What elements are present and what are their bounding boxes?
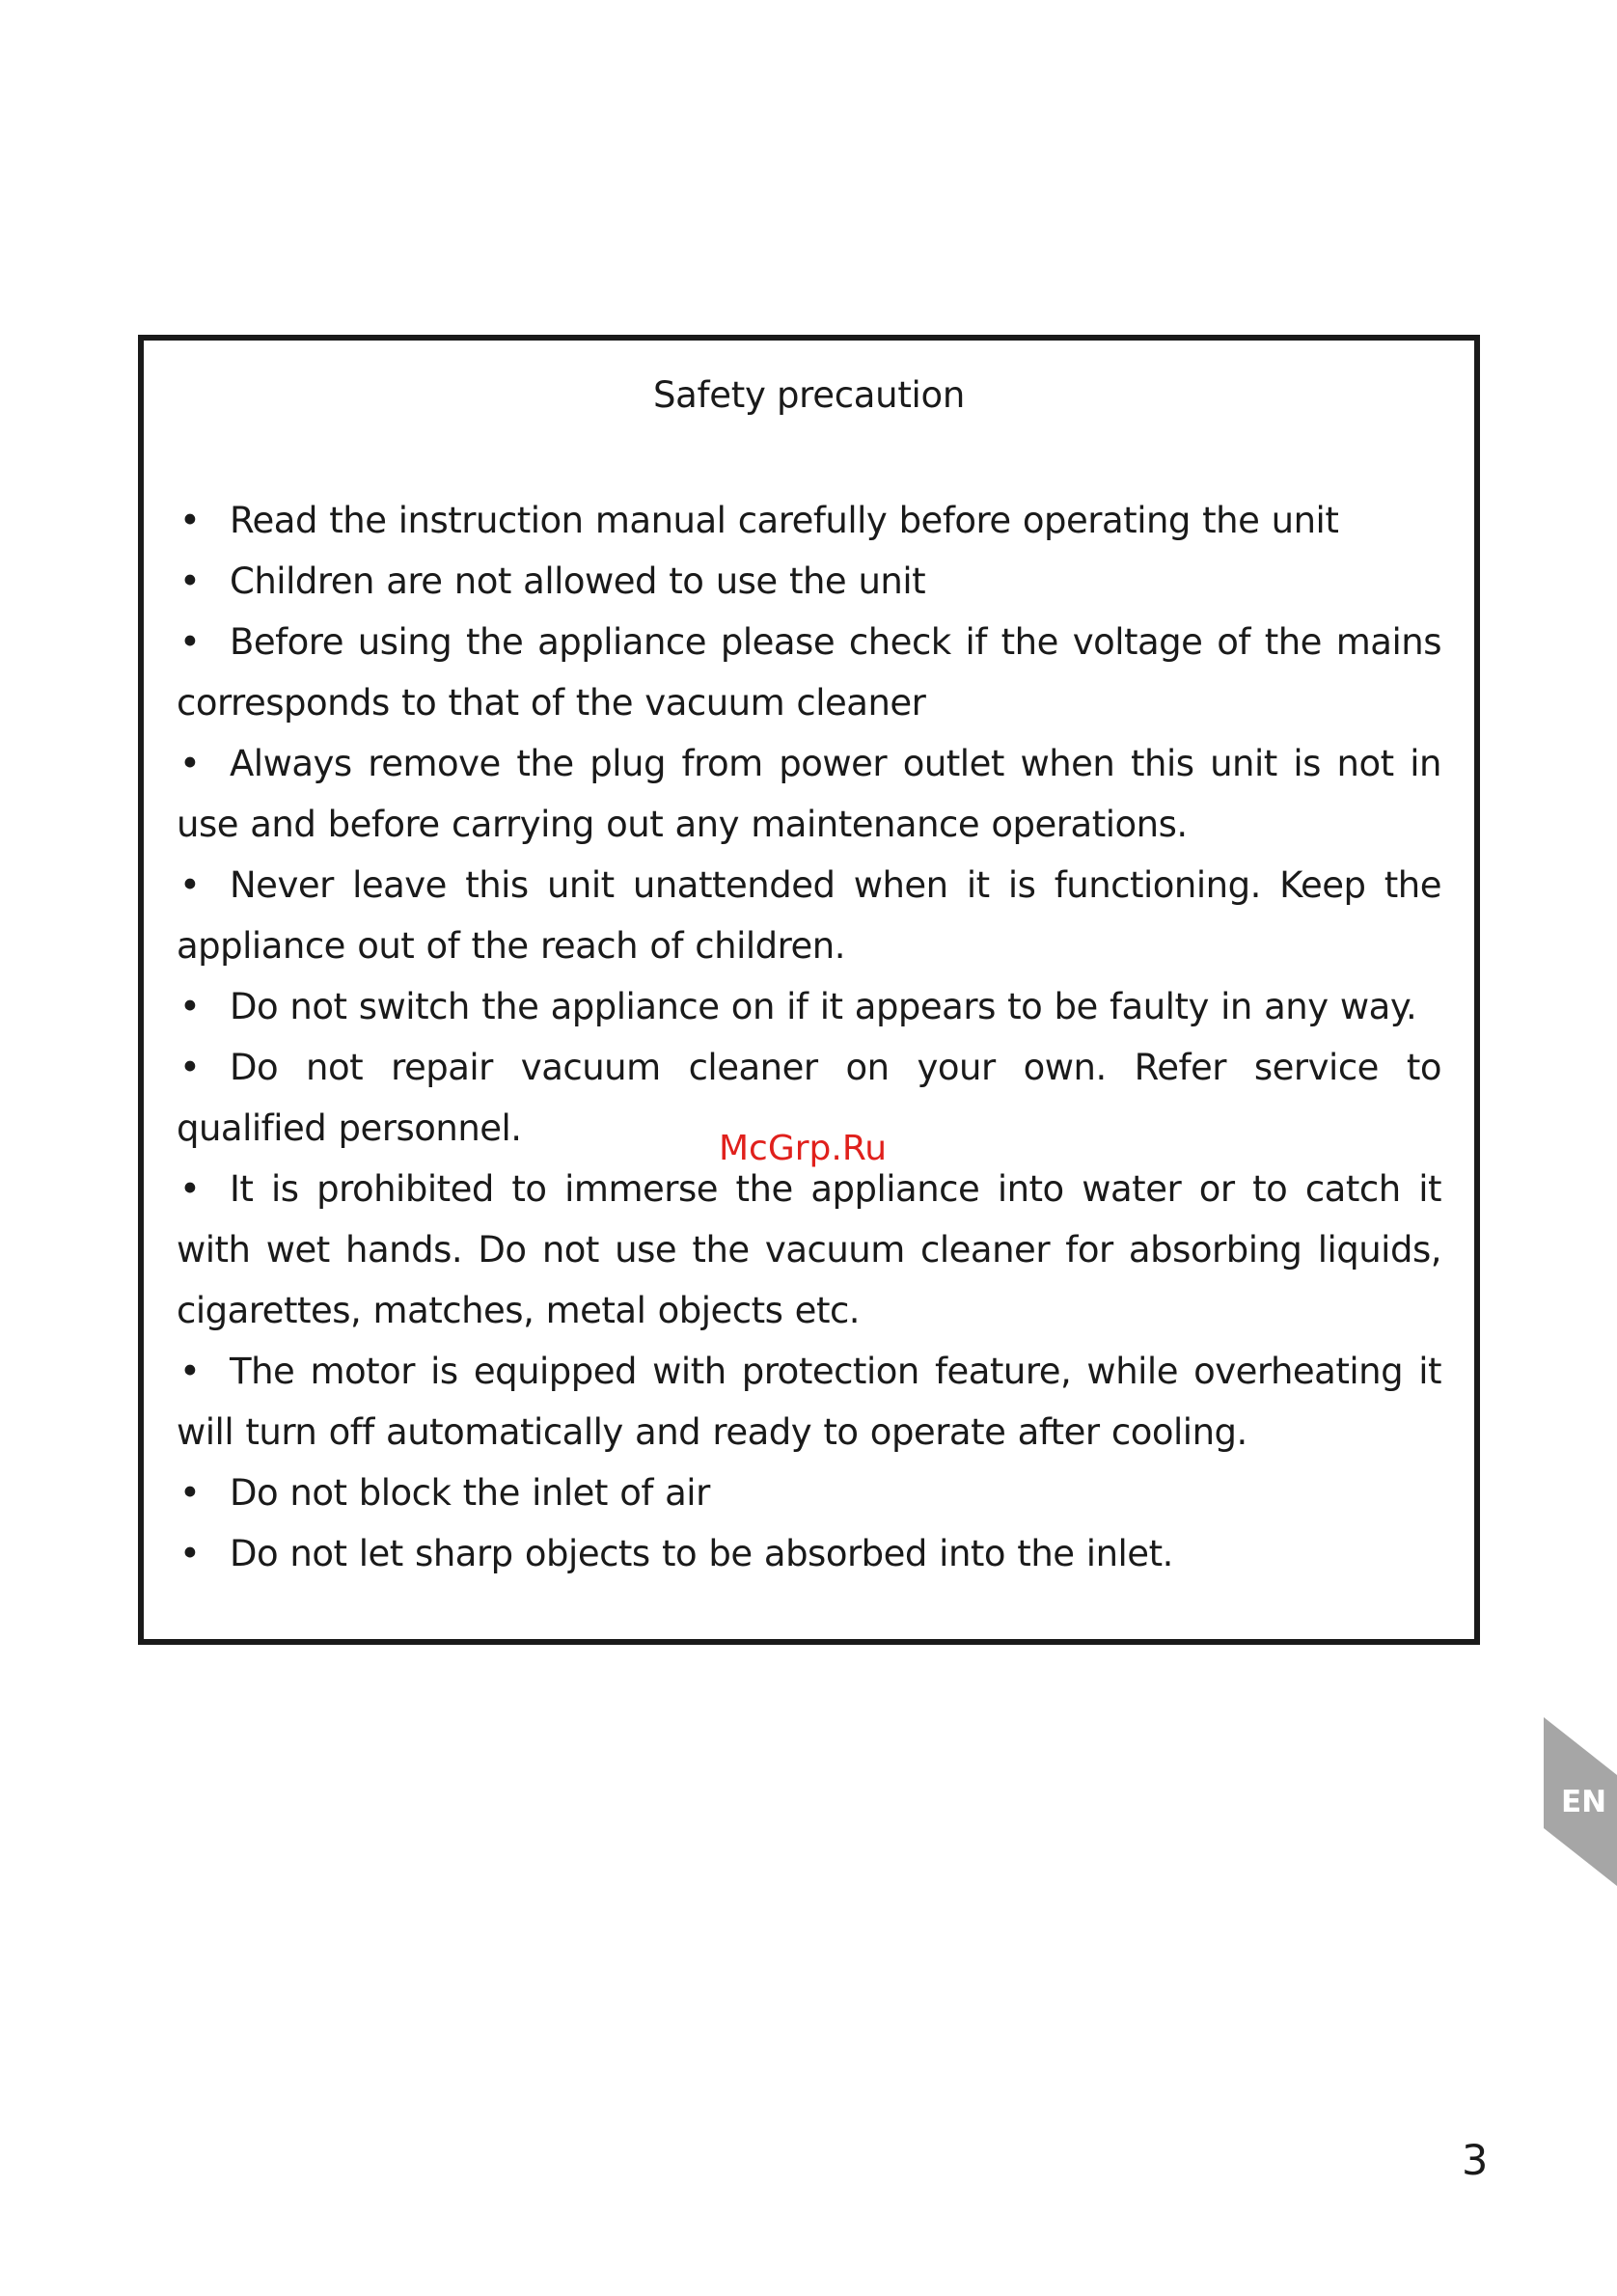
bullet: • (179, 1351, 201, 1392)
list-item (177, 1523, 1441, 1584)
list-item (177, 976, 1441, 1037)
list-item-text: Read the instruction manual carefully before operating the unit (230, 500, 1339, 541)
list-item-text: The motor is equipped with protection feature, while overheating it will turn off automatically and ready to operate after cooling. (177, 1351, 1441, 1453)
page-number: 3 (1462, 2137, 1489, 2185)
language-label: EN (1561, 1785, 1607, 1819)
bullet: • (179, 986, 201, 1027)
bullet: • (179, 560, 201, 602)
list-item-text: Children are not allowed to use the unit (230, 560, 926, 602)
list-item-text: Do not block the inlet of air (230, 1472, 710, 1514)
list-item-text: It is prohibited to immerse the appliance into water or to catch it with wet hands. Do not use the vacuum cleaner for absorbing liquids, cigarettes, matches, metal objects etc. (177, 1168, 1441, 1331)
bullet: • (179, 1168, 201, 1210)
list-item-text: Do not switch the appliance on if it appears to be faulty in any way. (230, 986, 1417, 1027)
list-item-text: Always remove the plug from power outlet when this unit is not in use and before carrying out any maintenance operations. (177, 743, 1441, 845)
bullet: • (179, 621, 201, 663)
list-item (177, 551, 1441, 612)
bullet: • (179, 743, 201, 784)
bullet: • (179, 864, 201, 906)
list-item-text: Before using the appliance please check if the voltage of the mains corresponds to that of the vacuum cleaner (177, 621, 1441, 724)
list-item (177, 1341, 1441, 1462)
list-item (177, 1462, 1441, 1523)
bullet: • (179, 1472, 201, 1514)
section-title: Safety precaution (652, 374, 965, 416)
list-item (177, 855, 1441, 976)
safety-precaution-box (138, 335, 1480, 1645)
list-item (177, 490, 1441, 551)
list-item (177, 733, 1441, 855)
safety-list (177, 490, 1441, 1584)
bullet: • (179, 500, 201, 541)
language-tab (1544, 1717, 1617, 1886)
list-item-text: Never leave this unit unattended when it is functioning. Keep the appliance out of the reach of children. (177, 864, 1441, 967)
list-item-text: Do not let sharp objects to be absorbed into the inlet. (230, 1533, 1173, 1574)
watermark: McGrp.Ru (719, 1129, 888, 1168)
bullet: • (179, 1047, 201, 1088)
list-item (177, 612, 1441, 733)
list-item-text: Do not repair vacuum cleaner on your own. Refer service to qualified personnel. (177, 1047, 1441, 1149)
list-item (177, 1159, 1441, 1341)
bullet: • (179, 1533, 201, 1574)
